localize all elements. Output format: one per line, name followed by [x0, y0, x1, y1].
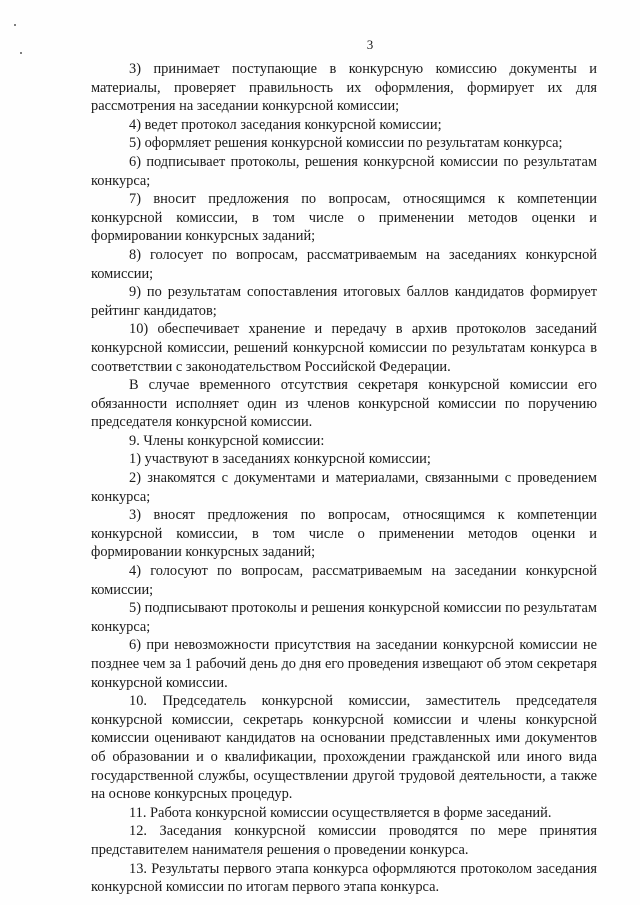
page-number: 3 — [366, 37, 374, 52]
paragraph: 7) вносит предложения по вопросам, относящимся к компетенции конкурсной комиссии, в том числе о применении методов оценки и формировании конкурсных заданий; — [91, 191, 597, 245]
paragraph: 1) участвуют в заседаниях конкурсной комиссии; — [129, 451, 431, 468]
paragraph: 10. Председатель конкурсной комиссии, заместитель председателя конкурсной комиссии, секретарь конкурсной комиссии и члены конкурсной комиссии оценивают кандидатов на основании представленных ими документов об образовании и о квалификации, прохождении гражданской или иного вида государственной службы, осуществлении другой трудовой деятельности, а также на основе конкурсных процедур. — [91, 693, 597, 803]
section-heading: 9. Члены конкурсной комиссии: — [129, 432, 325, 449]
paragraph: В случае временного отсутствия секретаря конкурсной комиссии его обязанности исполняет один из членов конкурсной комиссии по поручению председателя конкурсной комиссии. — [91, 377, 597, 431]
paragraph: 5) оформляет решения конкурсной комиссии по результатам конкурса; — [129, 135, 563, 152]
paragraph: 12. Заседания конкурсной комиссии проводятся по мере принятия представителем нанимателя решения о проведении конкурса. — [91, 823, 597, 858]
paragraph: 4) ведет протокол заседания конкурсной комиссии; — [129, 116, 442, 133]
paragraph: 8) голосует по вопросам, рассматриваемым на заседаниях конкурсной комиссии; — [91, 246, 597, 282]
paragraph: 4) голосуют по вопросам, рассматриваемым на заседании конкурсной комиссии; — [91, 563, 597, 598]
paragraph: 6) подписывает протоколы, решения конкурсной комиссии по результатам конкурса; — [91, 153, 597, 189]
document-body — [91, 60, 597, 897]
scan-speck — [20, 52, 22, 54]
paragraph: 6) при невозможности присутствия на заседании конкурсной комиссии не позднее чем за 1 рабочий день до дня его проведения извещают об этом секретаря конкурсной комиссии. — [91, 637, 597, 691]
paragraph: 10) обеспечивает хранение и передачу в архив протоколов заседаний конкурсной комиссии, решений конкурсной комиссии по результатам конкурса в соответствии с законодательством Российской Федерации. — [91, 321, 597, 375]
paragraph: 5) подписывают протоколы и решения конкурсной комиссии по результатам конкурса; — [91, 600, 597, 635]
paragraph: 3) вносят предложения по вопросам, относящимся к компетенции конкурсной комиссии, в том числе о применении методов оценки и формировании конкурсных заданий; — [91, 507, 597, 561]
scan-speck — [14, 24, 16, 26]
paragraph: 2) знакомятся с документами и материалами, связанными с проведением конкурса; — [91, 470, 597, 505]
paragraph: 11. Работа конкурсной комиссии осуществляется в форме заседаний. — [129, 804, 552, 821]
paragraph: 13. Результаты первого этапа конкурса оформляются протоколом заседания конкурсной комиссии по итогам первого этапа конкурса. — [91, 860, 597, 896]
paragraph: 9) по результатам сопоставления итоговых баллов кандидатов формирует рейтинг кандидатов; — [91, 284, 597, 319]
paragraph: 3) принимает поступающие в конкурсную комиссию документы и материалы, проверяет правильность их оформления, формирует их для рассмотрения на заседании конкурсной комиссии; — [91, 61, 597, 115]
